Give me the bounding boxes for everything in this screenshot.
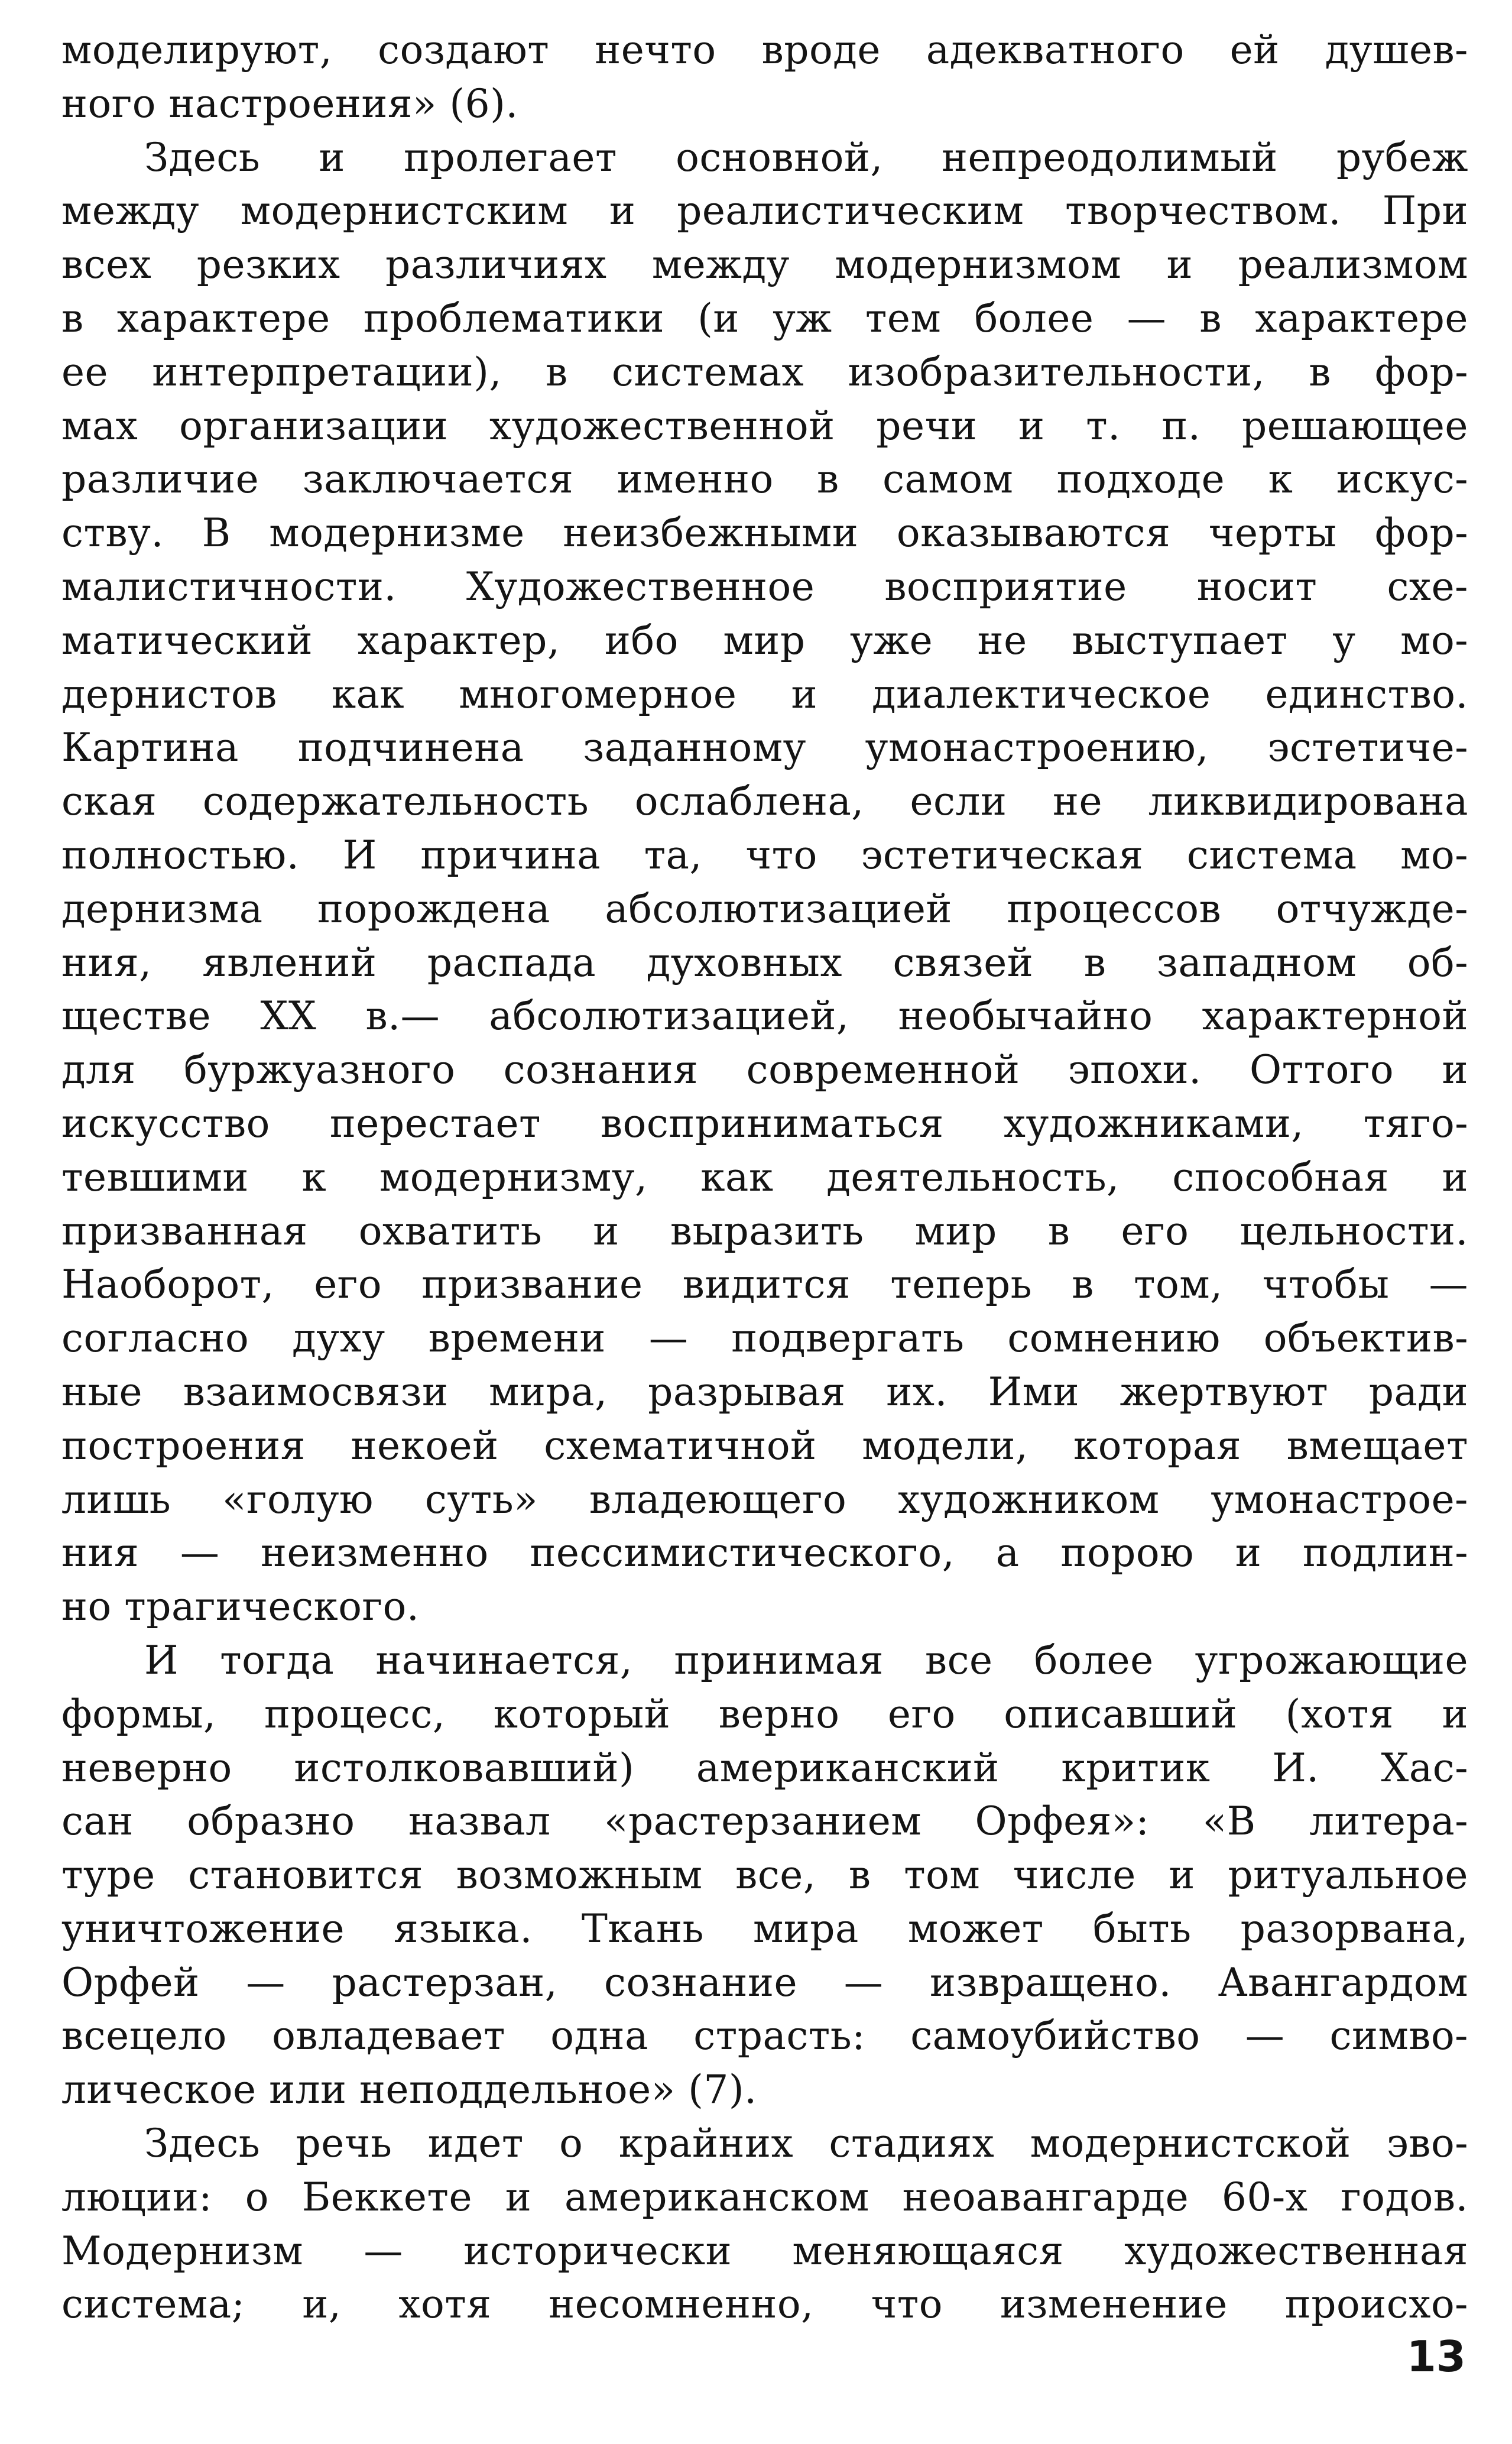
text-line: призванная охватить и выразить мир в его цельности. [61,1208,1468,1254]
text-line: лическое или неподдельное» (7). [61,2067,757,2113]
text-line: Модернизм — исторически меняющаяся художественная [61,2228,1468,2274]
text-line: матический характер, ибо мир уже не выступает у мо- [61,617,1468,663]
text-line: неверно истолковавший) американский критик И. Хас- [61,1745,1468,1791]
text-line: уничтожение языка. Ткань мира может быть разорвана, [61,1905,1468,1952]
text-line: ного настроения» (6). [61,80,518,127]
text-line: различие заключается именно в самом подходе к искус- [61,456,1468,503]
text-line: ния — неизменно пессимистического, а порою и подлин- [61,1530,1468,1576]
text-line: Картина подчинена заданному умонастроению, эстетиче- [61,725,1468,771]
text-line: но трагического. [61,1584,420,1630]
text-line: для буржуазного сознания современной эпохи. Оттого и [61,1047,1468,1093]
body-text [61,24,1468,2332]
text-line: ные взаимосвязи мира, разрывая их. Ими жертвуют ради [61,1369,1468,1415]
text-line: мах организации художественной речи и т. п. решающее [61,403,1468,449]
text-line: дернизма порождена абсолютизацией процессов отчужде- [61,886,1468,932]
text-line: лишь «голую суть» владеющего художником умонастрое- [61,1476,1468,1522]
text-line: в характере проблематики (и уж тем более — в характере [61,295,1468,341]
text-line: И тогда начинается, принимая все более угрожающие [144,1637,1468,1683]
text-line: тевшими к модернизму, как деятельность, способная и [61,1154,1468,1200]
text-line: между модернистским и реалистическим творчеством. При [61,188,1468,234]
text-line: всех резких различиях между модернизмом и реализмом [61,242,1468,288]
text-line: Орфей — растерзан, сознание — извращено. Авангардом [61,1959,1468,2005]
text-line: искусство перестает восприниматься художниками, тяго- [61,1100,1468,1146]
text-line: Наоборот, его призвание видится теперь в том, чтобы — [61,1262,1468,1308]
text-line: ее интерпретации), в системах изобразительности, в фор- [61,349,1468,395]
text-line: формы, процесс, который верно его описавший (хотя и [61,1691,1468,1737]
page-number: 13 [1406,2332,1466,2381]
text-line: ству. В модернизме неизбежными оказываются черты фор- [61,510,1468,556]
text-line: люции: о Беккете и американском неоавангарде 60-х годов. [61,2174,1468,2220]
text-line: ская содержательность ослаблена, если не ликвидирована [61,779,1468,825]
text-line: ществе XX в.— абсолютизацией, необычайно характерной [61,993,1468,1039]
text-line: туре становится возможным все, в том числе и ритуальное [61,1852,1468,1898]
text-line: всецело овладевает одна страсть: самоубийство — симво- [61,2013,1468,2059]
text-line: построения некоей схематичной модели, которая вмещает [61,1422,1468,1469]
text-line: Здесь речь идет о крайних стадиях модернистской эво- [144,2121,1468,2167]
text-line: сан образно назвал «растерзанием Орфея»: «В литера- [61,1798,1468,1845]
text-line: ния, явлений распада духовных связей в западном об- [61,939,1468,986]
text-line: полностью. И причина та, что эстетическая система мо- [61,832,1468,878]
text-line: дернистов как многомерное и диалектическое единство. [61,671,1468,717]
text-line: согласно духу времени — подвергать сомнению объектив- [61,1315,1468,1362]
text-line: малистичности. Художественное восприятие носит схе- [61,563,1468,610]
text-line: система; и, хотя несомненно, что изменение происхо- [61,2281,1468,2328]
text-line: моделируют, создают нечто вроде адекватного ей душев- [61,27,1468,73]
text-line: Здесь и пролегает основной, непреодолимый рубеж [144,134,1468,180]
